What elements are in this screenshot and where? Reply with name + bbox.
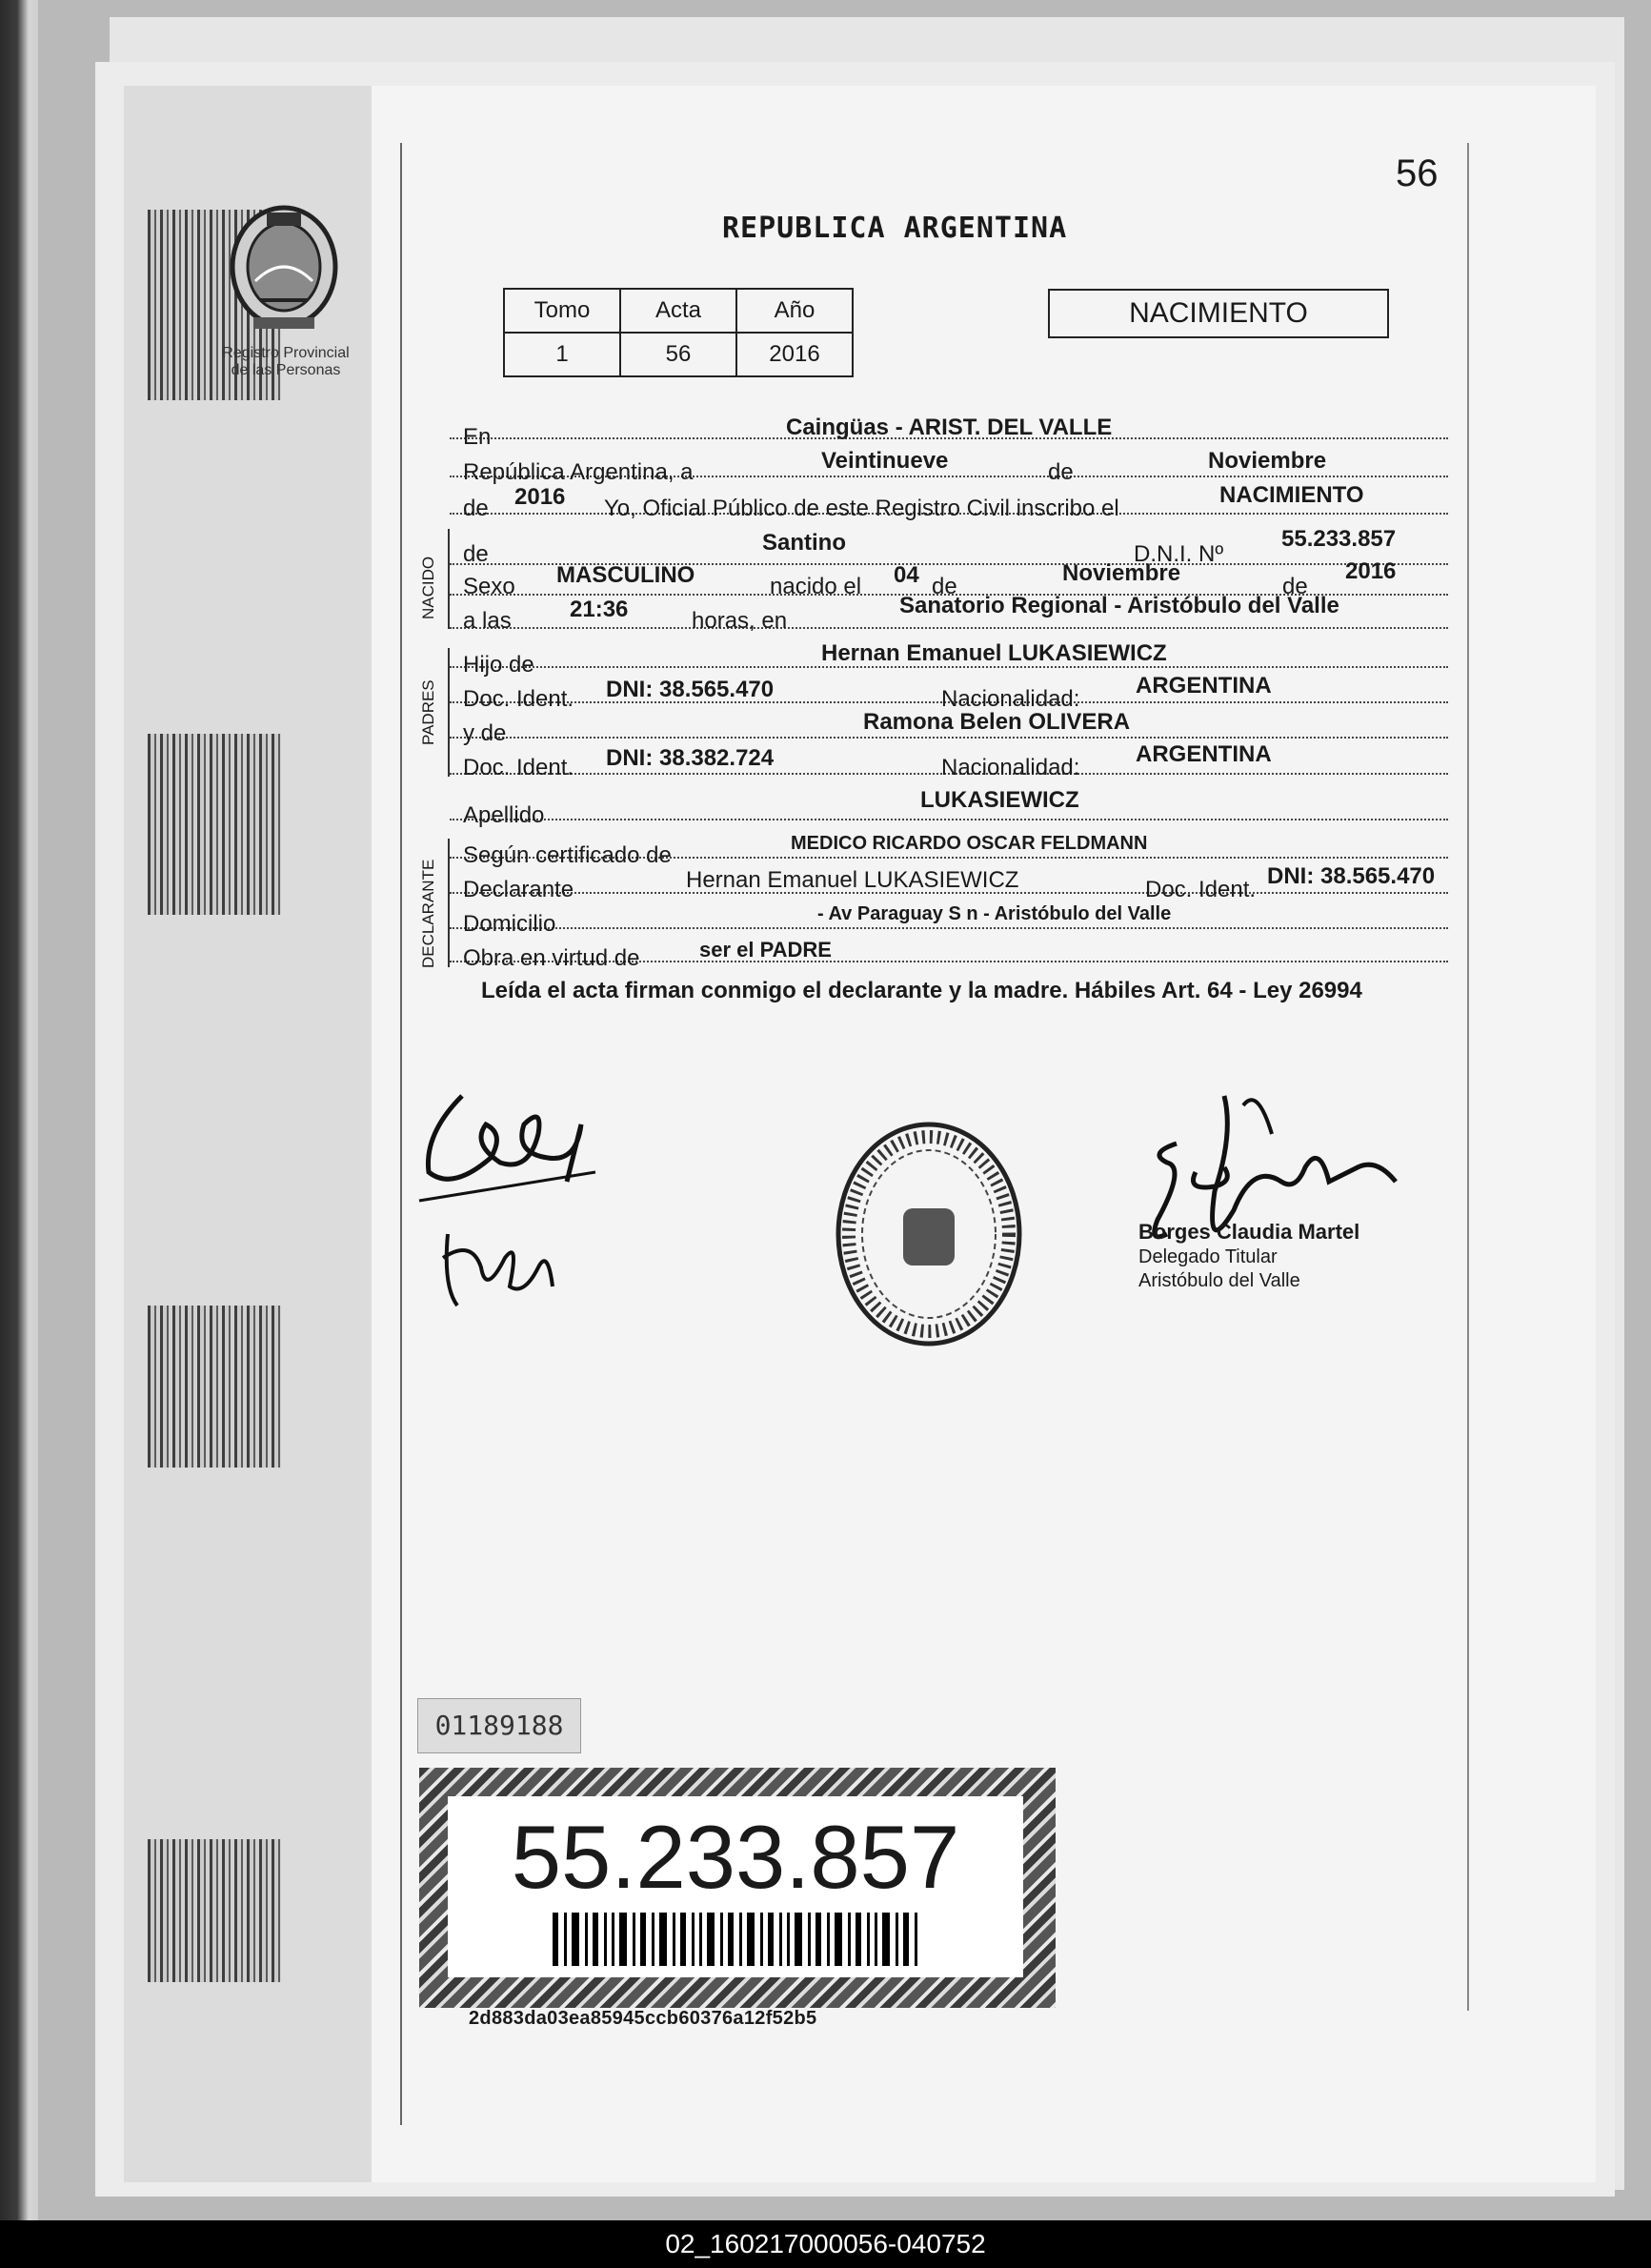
value-obra: ser el PADRE [699,938,832,962]
label-obra: Obra en virtud de [463,945,640,971]
scanner-edge [0,0,38,2220]
value-anio: 2016 [514,484,566,510]
value-madre-doc: DNI: 38.382.724 [606,745,775,771]
value-dni: 55.233.857 [1281,526,1397,552]
value-declarante-doc: DNI: 38.565.470 [1267,863,1436,889]
registry-name: Registro Provincial de las Personas [222,345,350,378]
label-segun-certificado: Según certificado de [463,842,672,868]
value-declarante: Hernan Emanuel LUKASIEWICZ [686,867,1019,893]
page-number: 56 [1396,152,1439,194]
label-yo-oficial: Yo, Oficial Público de este Registro Civil inscribo el [604,496,1119,521]
section-bracket [448,839,450,967]
field-line [450,926,1448,929]
field-line [450,626,1448,629]
document-hash: 2d883da03ea85945ccb60376a12f52b5 [469,2008,817,2029]
label-declarante: Declarante [463,877,574,902]
table-header-acta: Acta [620,289,736,333]
value-nac-mes: Noviembre [1062,560,1181,586]
value-madre: Ramona Belen OLIVERA [863,709,1131,735]
value-nac-anio: 2016 [1345,558,1397,584]
table-cell-tomo: 1 [504,333,620,376]
label-domicilio: Domicilio [463,911,556,937]
field-line [450,818,1448,820]
section-bracket [448,529,450,629]
label-doc-ident-madre: Doc. Ident. [463,755,574,780]
value-mes: Noviembre [1208,448,1327,474]
document-title: REPUBLICA ARGENTINA [722,212,1068,245]
dni-sticker-label [448,1796,1023,1977]
declarant-signature-icon [414,1067,634,1325]
dni-sticker [419,1768,1056,2008]
label-sexo: Sexo [463,574,515,599]
value-padre-doc: DNI: 38.565.470 [606,677,775,702]
label-de-year: de [463,496,489,521]
side-label-declarante: DECLARANTE [419,859,437,968]
scan-file-label: 02_160217000056-040752 [0,2220,1651,2268]
label-doc-ident-padre: Doc. Ident. [463,686,574,712]
label-doc-ident-declarante: Doc. Ident. [1145,877,1257,902]
label-nacionalidad-padre: Nacionalidad: [941,686,1080,712]
scan-smear [148,1839,281,1982]
official-seal-icon [829,1115,1029,1353]
scan-artifact-strip [124,86,372,2182]
label-dni: D.N.I. Nº [1134,541,1224,567]
label-horas-en: horas, en [692,608,788,634]
label-nacionalidad-madre: Nacionalidad: [941,755,1080,780]
scan-smear [148,1306,281,1468]
official-name: Borges Claudia Martel [1138,1220,1360,1244]
side-label-padres: PADRES [419,679,437,745]
value-domicilio: - Av Paraguay S n - Aristóbulo del Valle [817,903,1172,924]
scan-smear [148,734,281,915]
label-de-mes: de [932,574,957,599]
table-cell-acta: 56 [620,333,736,376]
table-header-anio: Año [736,289,853,333]
sticker-dni-number: 55.233.857 [511,1807,960,1907]
label-y-de: y de [463,720,507,746]
value-dia: Veintinueve [821,448,949,474]
control-number: 01189188 [417,1698,581,1753]
misiones-crest-icon [217,195,351,338]
value-lugar-nac: Sanatorio Regional - Aristóbulo del Valle [899,593,1339,618]
label-de-anio: de [1282,574,1308,599]
act-reference-table [503,288,854,377]
label-de-nombre: de [463,541,489,567]
value-sexo: MASCULINO [556,562,695,588]
margin-line [1467,143,1469,2011]
label-hijo-de: Hijo de [463,652,534,678]
value-nombre: Santino [762,530,846,556]
value-padre: Hernan Emanuel LUKASIEWICZ [821,640,1167,666]
value-inscribo: NACIMIENTO [1219,482,1364,508]
act-type-box: NACIMIENTO [1048,289,1389,338]
value-padre-nac: ARGENTINA [1136,673,1272,699]
table-header-tomo: Tomo [504,289,620,333]
closing-statement: Leída el acta firman conmigo el declarante y la madre. Hábiles Art. 64 - Ley 26994 [481,978,1362,1003]
label-a-las: a las [463,608,512,634]
field-line [450,736,1448,739]
official-place: Aristóbulo del Valle [1138,1270,1300,1291]
barcode-icon [553,1913,924,1966]
value-madre-nac: ARGENTINA [1136,741,1272,767]
margin-line [400,143,402,2125]
side-label-nacido: NACIDO [419,556,437,619]
table-cell-anio: 2016 [736,333,853,376]
label-apellido: Apellido [463,802,545,828]
section-bracket [448,648,450,777]
value-certificado: MEDICO RICARDO OSCAR FELDMANN [791,833,1148,854]
value-nac-dia: 04 [894,562,919,588]
label-nacido-el: nacido el [770,574,862,599]
value-lugar: Caingüas - ARIST. DEL VALLE [786,415,1113,440]
value-hora: 21:36 [570,597,629,622]
value-apellido: LUKASIEWICZ [920,787,1079,813]
official-title: Delegado Titular [1138,1246,1278,1267]
label-en: En [463,424,492,450]
label-de: de [1048,459,1074,485]
label-republica: República Argentina, a [463,459,694,485]
official-stamp [1138,1220,1359,1293]
